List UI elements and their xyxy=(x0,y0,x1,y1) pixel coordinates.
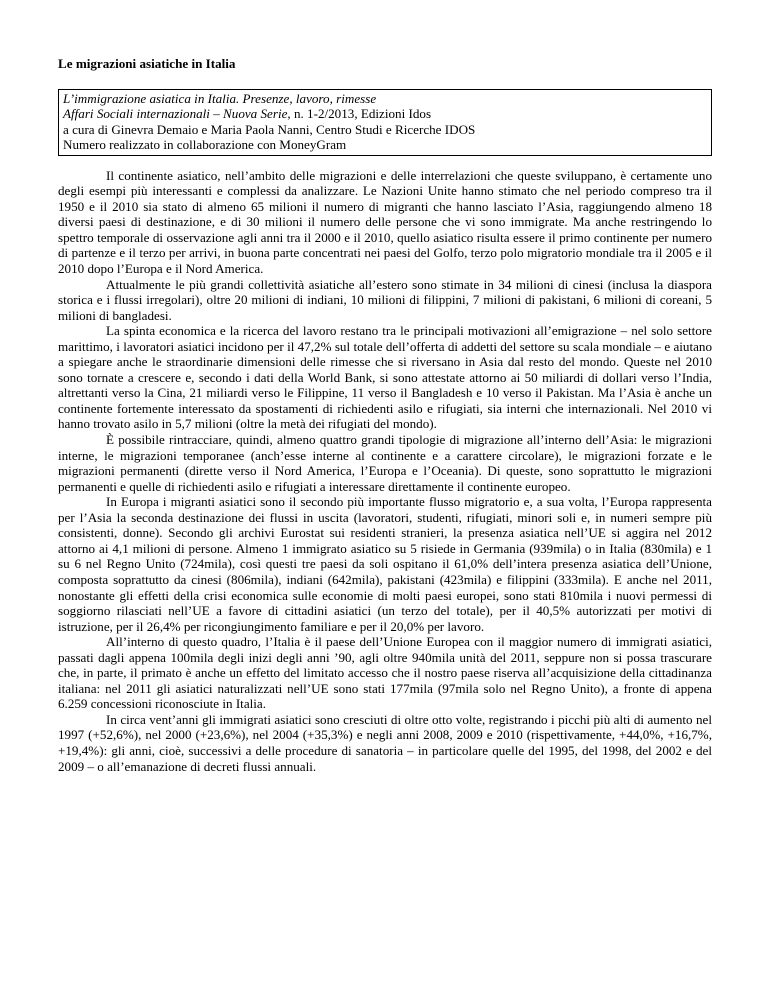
series-details: , n. 1-2/2013, Edizioni Idos xyxy=(287,106,432,122)
publication-info-box xyxy=(58,89,712,156)
publication-title: L’immigrazione asiatica in Italia. Presenze, lavoro, rimesse xyxy=(63,90,377,106)
body-paragraph: La spinta economica e la ricerca del lavoro restano tra le principali motivazioni all’emigrazione – nel solo settore marittimo, i lavoratori asiatici incidono per il 47,2% sul totale dell’offerta di addetti del settore su scala mondiale – e aiutano a spiegare anche le straordinarie dimensioni delle rimesse che si riversano in Asia dal resto del mondo. Queste nel 2010 sono tornate a crescere e, secondo i dati della World Bank, si sono attestate attorno ai 50 miliardi di dollari verso l’India, altrettanti verso la Cina, 21 miliardi verso le Filippine, 11 verso il Bangladesh e 10 verso il Pakistan. Ma l’Asia è anche un continente fortemente interessato da spostamenti di richiedenti asilo e rifugiati, sia interni che internazionali. Nel 2010 vi hanno trovato asilo in 5,7 milioni (oltre la metà dei rifugiati del mondo). xyxy=(58,323,712,432)
body-paragraph: È possibile rintracciare, quindi, almeno quattro grandi tipologie di migrazione all’interno dell’Asia: le migrazioni interne, le migrazioni temporanee (anch’esse interne al continente e a carattere circolare), le migrazioni forzate e le migrazioni permanenti (dirette verso il Nord America, l’Europa e l’Oceania). Di queste, sono soprattutto le migrazioni permanenti e quelle di richiedenti asilo e rifugiati a interessare direttamente il continente europeo. xyxy=(58,432,712,494)
document-page xyxy=(58,56,712,774)
body-paragraph: Attualmente le più grandi collettività asiatiche all’estero sono stimate in 34 milioni di cinesi (inclusa la diaspora storica e i flussi irregolari), oltre 20 milioni di indiani, 10 milioni di filippini, 7 milioni di pakistani, 6 milioni di coreani, 5 milioni di bangladesi. xyxy=(58,276,712,323)
body-paragraph: In Europa i migranti asiatici sono il secondo più importante flusso migratorio e, a sua volta, l’Europa rappresenta per l’Asia la seconda destinazione dei flussi in uscita (lavoratori, studenti, rifugiati, minori soli e, in numeri sempre più consistenti, donne). Secondo gli archivi Eurostat sui residenti stranieri, la presenza asiatica nell’UE si aggira nel 2012 attorno ai 4,1 milioni di persone. Almeno 1 immigrato asiatico su 5 risiede in Germania (939mila) o in Italia (830mila) e 1 su 6 nel Regno Unito (724mila), così questi tre paesi da soli ospitano il 61,0% dell’intera presenza asiatica dell’Unione, composta soprattutto da cinesi (806mila), indiani (642mila), pakistani (423mila) e filippini (333mila). E anche nel 2011, nonostante gli effetti della crisi economica sulle economie di molti paesi europei, sono stati 810mila i nuovi permessi di soggiorno rilasciati nell’UE a favore di cittadini asiatici (un terzo del totale), per il 40,5% autorizzati per motivi di istruzione, per il 26,4% per ricongiungimento familiare e per il 20,0% per lavoro. xyxy=(58,494,712,634)
publication-editors: a cura di Ginevra Demaio e Maria Paola Nanni, Centro Studi e Ricerche IDOS xyxy=(63,121,476,137)
body-paragraph: Il continente asiatico, nell’ambito delle migrazioni e delle interrelazioni che queste sviluppano, è certamente uno degli esempi più interessanti e complessi da analizzare. Le Nazioni Unite hanno stimato che nel periodo compreso tra il 1950 e il 2010 sia stato di almeno 65 milioni il numero di migranti che hanno lasciato l’Asia, raggiungendo almeno 18 diversi paesi di destinazione, e di 30 milioni il numero delle persone che vi sono immigrate. Ma anche restringendo lo spettro temporale di osservazione agli anni tra il 2000 e il 2010, quello asiatico risulta essere il primo continente per numero di partenze e il terzo per arrivi, in buona parte concentrati nei paesi del Golfo, terzo polo migratorio mondiale tra il 2005 e il 2010 dopo l’Europa e il Nord America. xyxy=(58,167,712,277)
document-title: Le migrazioni asiatiche in Italia xyxy=(58,56,236,71)
publication-series xyxy=(63,106,707,122)
publication-collaboration: Numero realizzato in collaborazione con MoneyGram xyxy=(63,137,347,153)
series-name: Affari Sociali internazionali – Nuova Serie xyxy=(63,106,288,122)
body-paragraph: In circa vent’anni gli immigrati asiatici sono cresciuti di oltre otto volte, registrando i picchi più alti di aumento nel 1997 (+52,6%), nel 2000 (+23,6%), nel 2004 (+35,3%) e negli anni 2008, 2009 e 2010 (rispettivamente, +44,0%, +16,7%, +19,4%): gli anni, cioè, successivi a delle procedure di sanatoria – in particolare quelle del 1995, del 1998, del 2002 e del 2009 – o all’emanazione di decreti flussi annuali. xyxy=(58,711,712,774)
body-paragraph: All’interno di questo quadro, l’Italia è il paese dell’Unione Europea con il maggior numero di immigrati asiatici, passati dagli appena 100mila degli inizi degli anni ’90, agli oltre 940mila unità del 2011, seppure non si possa trascurare che, in parte, il primato è anche un effetto del limitato accesso che il nostro paese riserva all’acquisizione della cittadinanza italiana: nel 2011 gli asiatici naturalizzati nell’UE sono stati 177mila (97mila solo nel Regno Unito), a fronte di appena 6.259 concessioni riconosciute in Italia. xyxy=(58,634,712,712)
